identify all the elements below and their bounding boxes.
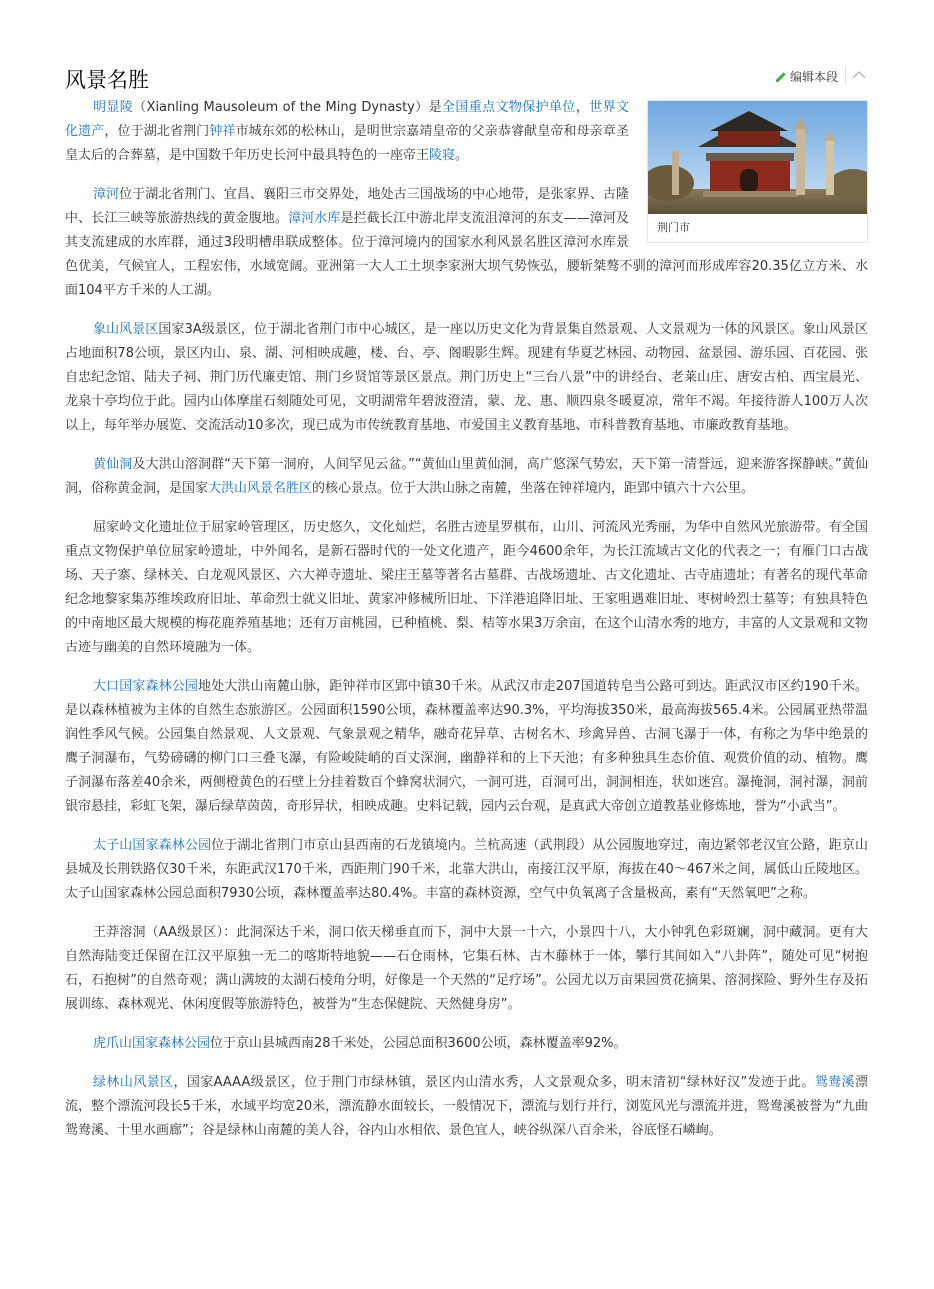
section-header bbox=[65, 56, 868, 96]
jingmen-photo[interactable] bbox=[648, 101, 867, 214]
link-lvlinshan[interactable]: 绿林山风景区 bbox=[93, 1075, 174, 1090]
text: 国家3A级景区，位于湖北省荆门市中心城区，是一座以历史文化为背景集自然景观、人文景观为一体的风景区。象山风景区占地面积78公顷，景区内山、泉、湖、河相映成趣，楼、台、亭、阁暇影生辉。现建有华夏艺林园、动物园、盆景园、游乐园、百花园、张自忠纪念馆、陆夫子祠、荆门历代廉吏馆、荆门乡贤馆等景区景点。荆门历史上“三台八景”中的讲经台、老莱山庄、唐安古柏、西宝晨光、龙泉十亭均位于此。园内山体摩崖石刻随处可见，文明湖常年碧波澄清，蒙、龙、惠、顺四泉冬暖夏凉，常年不竭。年接待游人100万人次以上，每年举办展览、交流活动10多次，现已成为市传统教育基地、市爱国主义教育基地、市科普教育基地、市廉政教育基地。 bbox=[65, 322, 868, 433]
paragraph-taizishan bbox=[65, 834, 868, 906]
text: 是拦截长江中游北岸支流沮漳河的东支——漳河及其支流建成的水库群，通过3段明槽串联成整体。位于漳河境内的国家水利风景名胜区漳河水库景色优美，气候宜人，工程宏伟，水域宽阔。亚洲第一大人工土坝李家洲大坝气势恢弘，腰斩桀骜不驯的漳河而形成库容20.35亿立方米、水面104平方千米的人工湖。 bbox=[65, 211, 868, 298]
link-xianling[interactable]: 明显陵 bbox=[93, 100, 134, 115]
edit-section-label: 编辑本段 bbox=[789, 70, 838, 84]
paragraph-huzhuashan bbox=[65, 1032, 868, 1056]
paragraph-dakou bbox=[65, 675, 868, 819]
link-dakou-forest-park[interactable]: 大口国家森林公园 bbox=[93, 679, 198, 694]
text: 位于湖北省荆门、宜昌、襄阳三市交界处，地处古三国战场的中心地带，是张家界、古隆中、长江三峡等旅游热线的黄金腹地。 bbox=[65, 187, 629, 226]
link-mausoleum[interactable]: 陵寝 bbox=[429, 148, 456, 163]
link-dahongshan[interactable]: 大洪山风景名胜区 bbox=[208, 481, 313, 496]
text: （Xianling Mausoleum of the Ming Dynasty）是 bbox=[133, 100, 442, 115]
text: 王莽溶洞（AA级景区）：此洞深达千米，洞口依天梯垂直而下，洞中大景一十六，小景四十八，大小钟乳色彩斑斓，洞中藏洞。更有大自然海陆变迁保留在江汉平原独一无二的喀斯特地貌——石仓雨林，它集石林、古木藤林于一体，攀行其间如入“八卦阵”，随处可见“树抱石，石抱树”的自然奇观；满山满坡的太湖石棱角分明，好像是一个天然的“足疗场”。公园尤以万亩果园赏花摘果、溶洞探险、野外生存及拓展训练、森林观光、休闲度假等旅游特色，被誉为“生态保健院、天然健身房”。 bbox=[65, 925, 868, 1012]
paragraph-huangxian bbox=[65, 453, 868, 501]
paragraph-xiangshan bbox=[65, 318, 868, 438]
paragraph-qujialing bbox=[65, 516, 868, 660]
link-yuanyangxi[interactable]: 鸳鸯溪 bbox=[814, 1075, 855, 1090]
content-section bbox=[65, 56, 868, 1158]
link-national-heritage[interactable]: 全国重点文物保护单位 bbox=[442, 100, 576, 115]
chevron-up-icon[interactable] bbox=[850, 66, 868, 84]
paragraph-wangmang bbox=[65, 921, 868, 1017]
text: ，位于湖北省荆门 bbox=[104, 124, 210, 139]
text: 漂流，整个漂流河段长5千米，水域平均宽20米，漂流静水面较长，一般情况下，漂流与划行并行，浏览风光与漂流并进，鸳鸯溪被誉为“九曲鸳鸯溪、十里水画廊”；谷是绿林山南麓的美人谷，谷内山水相依、景色宜人，峡谷纵深八百余米，谷底怪石嶙峋。 bbox=[65, 1075, 868, 1138]
section-body bbox=[65, 96, 868, 1143]
edit-section-button[interactable] bbox=[775, 68, 838, 85]
link-xiangshan[interactable]: 象山风景区 bbox=[93, 322, 159, 337]
text: ，国家AAAA级景区，位于荆门市绿林镇，景区内山清水秀，人文景观众多，明末清初“绿林好汉”发迹于此。 bbox=[173, 1075, 815, 1090]
text: 位于湖北省荆门市京山县西南的石龙镇境内。兰杭高速（武荆段）从公园腹地穿过，南边紧邻老汉宜公路，距京山县城及长荆铁路仅30千米，东距武汉170千米，西距荆门90千米，北靠大洪山，南接江汉平原，海拔在40～467米之间，属低山丘陵地区。太子山国家森林公园总面积7930公顷，森林覆盖率达80.4%。丰富的森林资源，空气中负氧离子含量极高，素有“天然氧吧”之称。 bbox=[65, 838, 868, 901]
text: 屈家岭文化遗址位于屈家岭管理区，历史悠久，文化灿烂，名胜古迹星罗棋布，山川、河流风光秀丽，为华中自然风光旅游带。有全国重点文物保护单位屈家岭遗址，中外闻名，是新石器时代的一处文化遗产，距今4600余年，为长江流域古文化的代表之一；有雁门口古战场、天子寨、绿林关、白龙观风景区、六大禅寺遗址、梁庄王墓等著名古墓群、古战场遗址、古文化遗址、古寺庙遗址；有著名的现代革命纪念地黎家集苏维埃政府旧址、革命烈士就义旧址、黄家冲修械所旧址、下洋港追降旧址、王家咀遇难旧址、枣树岭烈士墓等；有独具特色的中南地区最大规模的梅花鹿养殖基地；还有万亩桃园，已种植桃、梨、桔等水果3万余亩，在这个山清水秀的地方，丰富的人文景观和文物古迹与幽美的自然环境融为一体。 bbox=[65, 520, 868, 655]
text: ， bbox=[575, 100, 590, 115]
link-zhanghe[interactable]: 漳河 bbox=[93, 187, 120, 202]
section-title: 风景名胜 bbox=[65, 68, 149, 92]
link-huangxian-cave[interactable]: 黄仙洞 bbox=[93, 457, 133, 472]
text: 位于京山县城西南28千米处，公园总面积3600公顷，森林覆盖率92%。 bbox=[210, 1036, 627, 1051]
link-zhongxiang[interactable]: 钟祥 bbox=[209, 124, 236, 139]
link-huzhuashan-forest-park[interactable]: 虎爪山国家森林公园 bbox=[93, 1036, 211, 1051]
link-taizishan-forest-park[interactable]: 太子山国家森林公园 bbox=[93, 838, 212, 853]
text: 。 bbox=[455, 148, 469, 163]
link-world-heritage[interactable]: 世界文化遗产 bbox=[65, 100, 629, 139]
link-zhanghe-reservoir[interactable]: 漳河水库 bbox=[288, 211, 341, 226]
text: 市城东郊的松林山，是明世宗嘉靖皇帝的父亲恭睿献皇帝和母亲章圣皇太后的合葬墓，是中国数千年历史长河中最具特色的一座帝王 bbox=[65, 124, 629, 163]
figure-caption: 荆门市 bbox=[657, 221, 690, 234]
text: 及大洪山溶洞群“天下第一洞府，人间罕见云盆。”“黄仙山里黄仙洞，高广悠深气势宏，天下第一清誉远，迎来游客探静峡。”黄仙洞，俗称黄金洞，是国家 bbox=[65, 457, 868, 496]
paragraph-lvlinshan bbox=[65, 1071, 868, 1143]
pencil-icon bbox=[775, 71, 787, 83]
header-divider bbox=[845, 66, 846, 84]
text: 的核心景点。位于大洪山脉之南麓，坐落在钟祥境内，距郢中镇六十六公里。 bbox=[312, 481, 755, 496]
figure[interactable] bbox=[647, 100, 868, 243]
text: 地处大洪山南麓山脉，距钟祥市区郢中镇30千米。从武汉市走207国道转皂当公路可到达。距武汉市区约190千米。是以森林植被为主体的自然生态旅游区。公园面积1590公顷，森林覆盖率达90.3%，平均海拔350米，最高海拔565.4米。公园属亚热带温润性季风气候。公园集自然景观、人文景观、气象景观之精华，融奇花异草、古树名木、珍禽异兽、古洞飞瀑于一体，有称之为华中绝景的鹰子洞瀑布，气势磅礴的柳门口三叠飞瀑，有险峻陡峭的百丈深涧，幽静祥和的上下天池；有多种独具生态价值、观赏价值的动、植物。鹰子洞瀑布落差40余米，两侧橙黄色的石壁上分挂着数百个蜂窝状洞穴，一洞可进，百洞可出，洞洞相连，状如迷宫。瀑掩洞，洞衬瀑，洞前银帘悬挂，彩虹飞架，瀑后绿草茵茵，奇形异状，相映成趣。史料记载，园内云台观，是真武大帝创立道教基业修炼地，誉为“小武当”。 bbox=[65, 679, 868, 814]
